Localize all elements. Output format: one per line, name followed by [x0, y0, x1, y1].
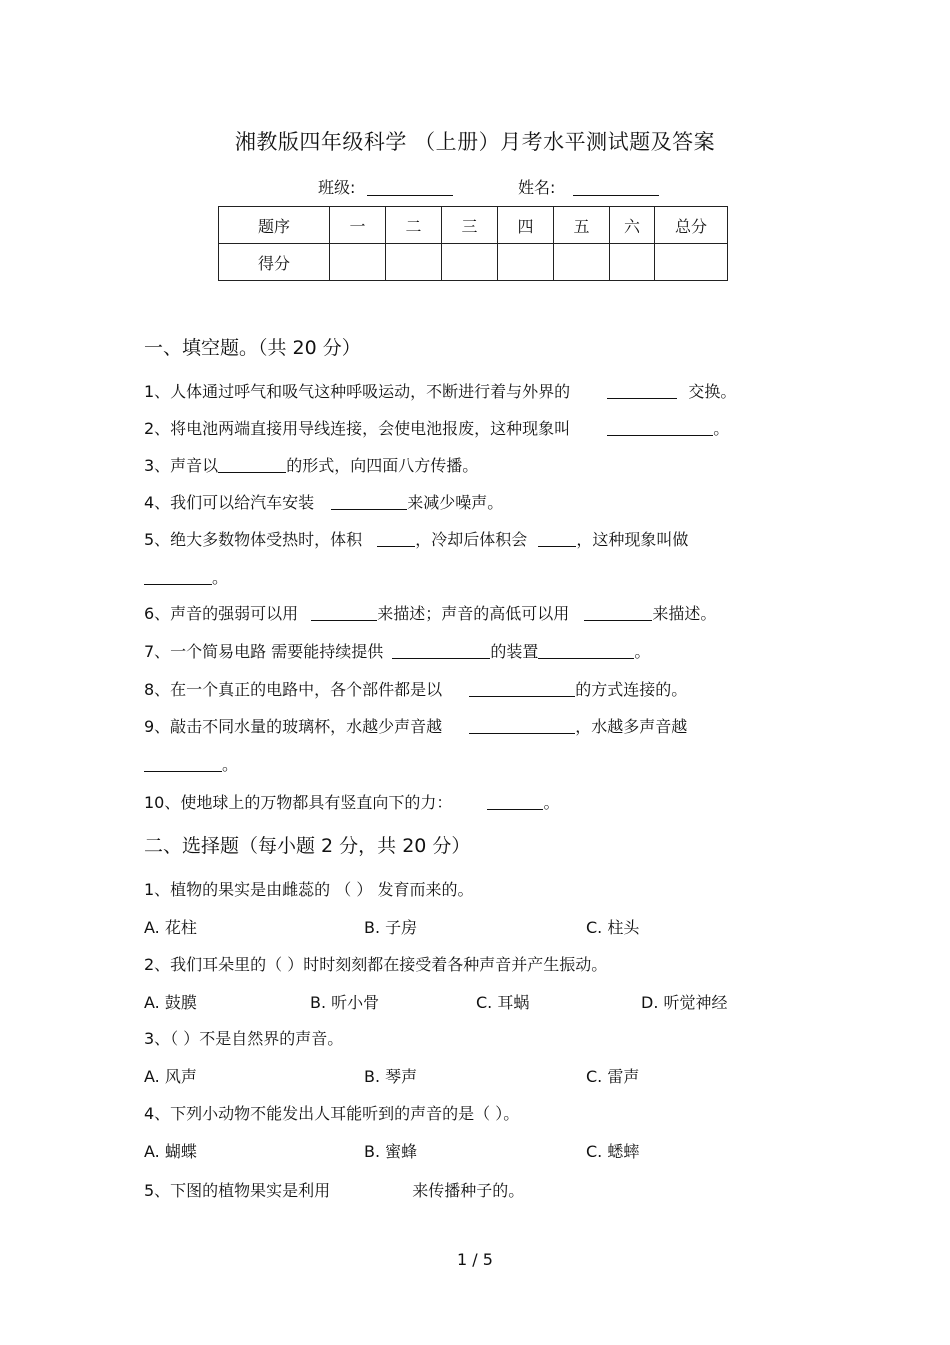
score-table-header-row — [219, 207, 728, 244]
name-label: 姓名: — [518, 178, 556, 197]
question-text: 。 — [543, 793, 560, 812]
question-text: 4、我们可以给汽车安装 — [144, 493, 315, 512]
question-text: 8、在一个真正的电路中，各个部件都是以 — [144, 680, 443, 699]
name-blank — [573, 179, 659, 196]
class-blank — [367, 179, 453, 196]
question-text: 来描述。 — [652, 604, 717, 623]
question-text: ，这种现象叫做 — [576, 530, 689, 549]
choice-option[interactable]: D. 听觉神经 — [641, 993, 728, 1012]
score-cell[interactable] — [554, 244, 610, 281]
choice-option[interactable]: B. 子房 — [364, 918, 418, 937]
choice-question-4: 4、下列小动物不能发出人耳能听到的声音的是（ ）。 — [144, 1104, 520, 1123]
fill-question-5-continued — [144, 565, 228, 588]
question-text: 5、下图的植物果实是利用 — [144, 1181, 331, 1200]
answer-blank[interactable] — [144, 570, 212, 585]
section-1-title: 一、填空题。（共 20 分） — [144, 337, 361, 359]
score-cell[interactable] — [442, 244, 498, 281]
answer-blank[interactable] — [487, 795, 543, 810]
score-header-cell: 题序 — [219, 207, 330, 244]
page-title: 湘教版四年级科学 （上册）月考水平测试题及答案 — [234, 130, 716, 154]
fill-question-9-continued — [144, 752, 238, 775]
score-row-label: 得分 — [219, 244, 330, 281]
answer-blank[interactable] — [144, 757, 222, 772]
score-header-cell: 四 — [498, 207, 554, 244]
section-2-title: 二、选择题（每小题 2 分，共 20 分） — [144, 835, 471, 857]
question-text: 的方式连接的。 — [575, 680, 688, 699]
answer-blank[interactable] — [584, 606, 652, 621]
choice-option[interactable]: B. 蜜蜂 — [364, 1142, 418, 1161]
question-text: 7、一个简易电路 需要能持续提供 — [144, 642, 384, 661]
fill-question-9 — [144, 714, 687, 737]
name-field — [518, 175, 659, 198]
answer-blank[interactable] — [331, 495, 407, 510]
score-header-cell: 六 — [610, 207, 655, 244]
answer-blank[interactable] — [538, 644, 634, 659]
score-header-cell: 三 — [442, 207, 498, 244]
score-table — [218, 206, 728, 281]
choice-option[interactable]: C. 蟋蟀 — [586, 1142, 640, 1161]
choice-question-2: 2、我们耳朵里的（ ）时时刻刻都在接受着各种声音并产生振动。 — [144, 955, 608, 974]
answer-blank[interactable] — [607, 421, 713, 436]
choice-option[interactable]: A. 蝴蝶 — [144, 1142, 197, 1161]
choice-option[interactable]: B. 听小骨 — [310, 993, 380, 1012]
question-text: 的形式，向四面八方传播。 — [286, 456, 479, 475]
question-text: 1、人体通过呼气和吸气这种呼吸运动，不断进行着与外界的 — [144, 382, 571, 401]
score-header-cell: 二 — [386, 207, 442, 244]
fill-question-5 — [144, 527, 688, 550]
page-number: 1 / 5 — [457, 1250, 493, 1269]
choice-option[interactable]: C. 雷声 — [586, 1067, 640, 1086]
question-text: 。 — [212, 568, 229, 587]
score-cell[interactable] — [610, 244, 655, 281]
score-header-cell: 五 — [554, 207, 610, 244]
score-cell[interactable] — [330, 244, 386, 281]
score-table-score-row — [219, 244, 728, 281]
choice-option[interactable]: B. 琴声 — [364, 1067, 418, 1086]
choice-option[interactable]: A. 风声 — [144, 1067, 197, 1086]
class-label: 班级: — [318, 178, 356, 197]
choice-option[interactable]: A. 鼓膜 — [144, 993, 197, 1012]
answer-blank[interactable] — [218, 458, 286, 473]
score-header-cell: 一 — [330, 207, 386, 244]
fill-question-2 — [144, 416, 729, 439]
choice-option[interactable]: A. 花柱 — [144, 918, 197, 937]
question-text: ，水越多声音越 — [575, 717, 688, 736]
answer-blank[interactable] — [311, 606, 377, 621]
question-text: 交换。 — [688, 382, 737, 401]
fill-question-3 — [144, 453, 478, 476]
answer-blank[interactable] — [469, 682, 575, 697]
score-cell[interactable] — [386, 244, 442, 281]
question-text: 。 — [222, 755, 239, 774]
question-text: ，冷却后体积会 — [415, 530, 528, 549]
class-field — [318, 175, 453, 198]
question-text: 。 — [713, 419, 730, 438]
choice-question-1: 1、植物的果实是由雌蕊的 （ ） 发育而来的。 — [144, 880, 474, 899]
question-text: 3、声音以 — [144, 456, 219, 475]
fill-question-6 — [144, 601, 716, 624]
choice-question-5 — [144, 1178, 524, 1201]
score-header-cell: 总分 — [655, 207, 728, 244]
fill-question-1 — [144, 379, 736, 402]
question-text: 来描述；声音的高低可以用 — [377, 604, 570, 623]
choice-option[interactable]: C. 柱头 — [586, 918, 640, 937]
question-text: 6、声音的强弱可以用 — [144, 604, 299, 623]
answer-blank[interactable] — [538, 532, 576, 547]
choice-question-3: 3、（ ）不是自然界的声音。 — [144, 1029, 344, 1048]
answer-blank[interactable] — [377, 532, 415, 547]
question-text: 。 — [634, 642, 651, 661]
question-text: 的装置 — [490, 642, 539, 661]
fill-question-8 — [144, 677, 687, 700]
answer-blank[interactable] — [392, 644, 490, 659]
question-text: 2、将电池两端直接用导线连接，会使电池报废，这种现象叫 — [144, 419, 571, 438]
question-text: 来减少噪声。 — [407, 493, 504, 512]
fill-question-10 — [144, 790, 559, 813]
question-text: 来传播种子的。 — [412, 1181, 525, 1200]
answer-blank[interactable] — [469, 719, 575, 734]
answer-blank[interactable] — [607, 384, 677, 399]
choice-option[interactable]: C. 耳蜗 — [476, 993, 530, 1012]
score-cell[interactable] — [655, 244, 728, 281]
question-text: 10、使地球上的万物都具有竖直向下的力： — [144, 793, 453, 812]
fill-question-7 — [144, 639, 650, 662]
question-text: 9、敲击不同水量的玻璃杯，水越少声音越 — [144, 717, 443, 736]
fill-question-4 — [144, 490, 503, 513]
score-cell[interactable] — [498, 244, 554, 281]
question-text: 5、绝大多数物体受热时，体积 — [144, 530, 363, 549]
